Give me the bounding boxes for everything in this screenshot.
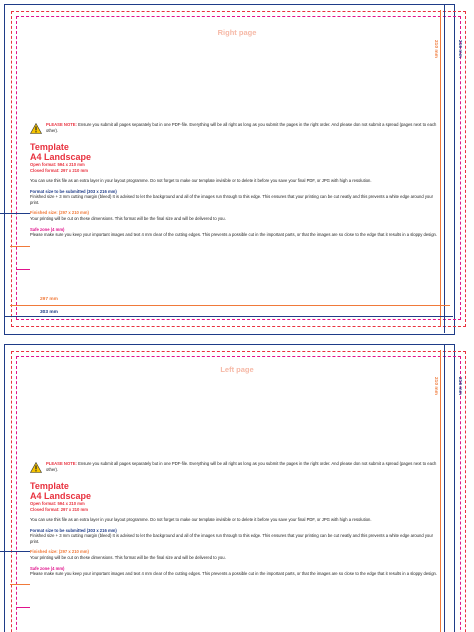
left-page <box>0 340 474 632</box>
safe-zone-heading: Safe zone (4 mm) <box>30 565 65 571</box>
notice <box>30 122 440 134</box>
outer-height-line <box>444 4 445 333</box>
final-height-line <box>440 350 441 632</box>
outer-height-label: 216 mm <box>457 377 462 395</box>
final-width-line <box>10 305 450 306</box>
closed-format: Closed format: 297 x 210 mm <box>30 506 88 512</box>
final-height-label: 210 mm <box>433 377 438 395</box>
safe-zone-text: Please make sure you keep your important images and text 4 mm clear of the cutting edges. This prevents a possible cut in the important parts, or that the images are so close to the edge that it results in a sloppy design. <box>30 571 438 577</box>
safe-pointer <box>16 269 30 270</box>
template-title: Template <box>30 481 69 491</box>
outer-height-label: 216 mm <box>457 40 462 58</box>
intro-text: You can use this file as an extra layer in your layout programme. Do not forget to make our template invisible or to delete it before you save your final PDF, or JPG with high a resolution. <box>30 517 372 522</box>
finished-heading: Finished size: (297 x 210 mm) <box>30 549 89 555</box>
submit-pointer <box>0 551 30 552</box>
submit-heading: Format size to be submitted (303 x 216 mm) <box>30 188 117 194</box>
final-width-label: 297 mm <box>40 297 58 302</box>
finished-heading: Finished size: (297 x 210 mm) <box>30 210 89 216</box>
submit-heading: Format size to be submitted (303 x 216 mm) <box>30 527 117 533</box>
warning-triangle-icon <box>30 123 42 134</box>
safe-zone-heading: Safe zone (4 mm) <box>30 226 65 232</box>
notice-text: Ensure you submit all pages separately but in one PDF-file. Everything will be all right as long as you submit the pages in the right order. And please don not submit a spread (pages next to each other). <box>46 122 437 133</box>
template-info <box>30 461 440 577</box>
submit-pointer <box>0 213 30 214</box>
warning-triangle-icon <box>30 462 42 473</box>
template-title: Template <box>30 142 69 152</box>
submit-text: Finished size + 3 mm cutting margin (bleed) It is advised to let the background and all of the images run through to this edge. This ensures that your printing can be cut neatly and this prevents a white edge around your print. <box>30 194 433 205</box>
final-height-label: 210 mm <box>433 40 438 58</box>
finished-text: Your printing will be cut on these dimensions. This format will be the final size and will be delivered to you. <box>30 215 226 221</box>
finished-text: Your printing will be cut on these dimensions. This format will be the final size and will be delivered to you. <box>30 554 226 560</box>
template-info <box>30 122 440 238</box>
closed-format: Closed format: 297 x 210 mm <box>30 167 88 173</box>
final-height-line <box>440 10 441 326</box>
outer-width-label: 303 mm <box>40 310 58 315</box>
safe-zone-text: Please make sure you keep your important images and text 4 mm clear of the cutting edges. This prevents a possible cut in the important parts, or that the images are so close to the edge that it results in a sloppy design. <box>30 232 438 238</box>
intro-text: You can use this file as an extra layer in your layout programme. Do not forget to make our template invisible or to delete it before you save your final PDF, or JPG with high a resolution. <box>30 178 372 183</box>
finished-pointer <box>10 246 30 247</box>
open-format: Open format: 594 x 210 mm <box>30 501 85 506</box>
template-format-name: A4 Landscape <box>30 152 92 162</box>
template-format-name: A4 Landscape <box>30 491 92 501</box>
finished-pointer <box>10 584 30 585</box>
page-label: Left page <box>220 365 254 374</box>
outer-height-line <box>444 344 445 632</box>
notice <box>30 461 440 473</box>
page-label: Right page <box>217 28 257 37</box>
notice-label: PLEASE NOTE: <box>46 461 77 466</box>
submit-text: Finished size + 3 mm cutting margin (bleed) It is advised to let the background and all of the images run through to this edge. This ensures that your printing can be cut neatly and this prevents a white edge around your print. <box>30 533 433 544</box>
notice-label: PLEASE NOTE: <box>46 122 77 127</box>
open-format: Open format: 594 x 210 mm <box>30 162 85 167</box>
safe-pointer <box>16 607 30 608</box>
notice-text: Ensure you submit all pages separately but in one PDF-file. Everything will be all right as long as you submit the pages in the right order. And please don not submit a spread (pages next to each other). <box>46 461 437 472</box>
outer-width-line <box>4 316 453 317</box>
